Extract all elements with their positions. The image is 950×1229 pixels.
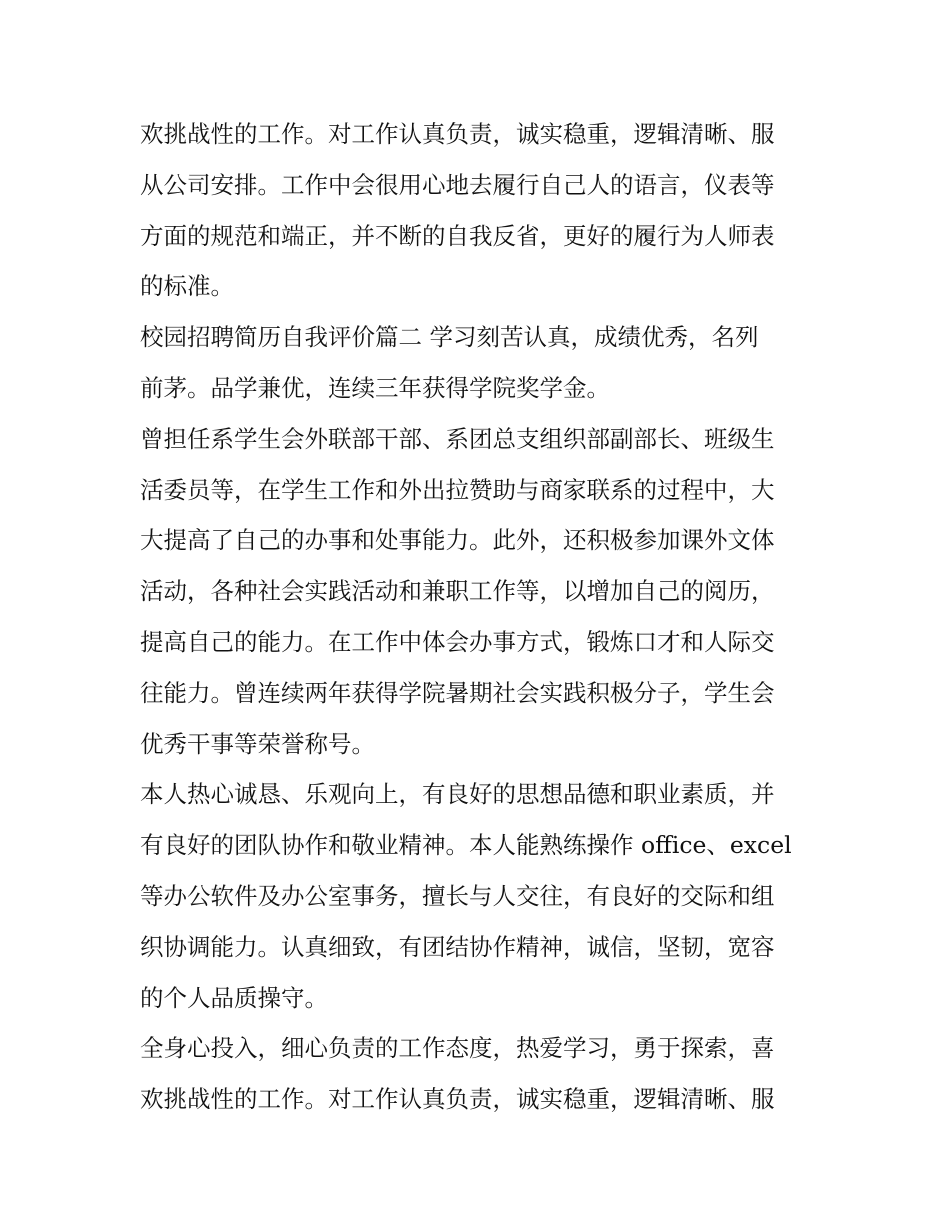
text-line: 提高自己的能力。在工作中体会办事方式，锻炼口才和人际交 (140, 627, 775, 656)
text-line: 校园招聘简历自我评价篇二 学习刻苦认真，成绩优秀，名列 (140, 323, 759, 352)
text-line: 优秀干事等荣誉称号。 (140, 729, 375, 758)
text-line: 往能力。曾连续两年获得学院暑期社会实践积极分子，学生会 (140, 678, 775, 707)
text-line: 前茅。品学兼优，连续三年获得学院奖学金。 (140, 373, 610, 402)
text-line: 曾担任系学生会外联部干部、系团总支组织部副部长、班级生 (140, 424, 775, 453)
text-line: 方面的规范和端正，并不断的自我反省，更好的履行为人师表 (140, 221, 775, 250)
text-line: 从公司安排。工作中会很用心地去履行自己人的语言，仪表等 (140, 170, 775, 199)
text-line: 织协调能力。认真细致，有团结协作精神，诚信，坚韧，宽容 (140, 932, 775, 961)
text-line: 的个人品质操守。 (140, 983, 328, 1012)
text-line: 有良好的团队协作和敬业精神。本人能熟练操作 office、excel (140, 831, 792, 860)
text-line: 欢挑战性的工作。对工作认真负责，诚实稳重，逻辑清晰、服 (140, 1085, 775, 1114)
text-line: 活委员等，在学生工作和外出拉赞助与商家联系的过程中，大 (140, 475, 775, 504)
text-line: 大提高了自己的办事和处事能力。此外，还积极参加课外文体 (140, 526, 775, 555)
text-line: 活动，各种社会实践活动和兼职工作等，以增加自己的阅历， (140, 577, 775, 606)
text-line: 的标准。 (140, 272, 234, 301)
text-line: 欢挑战性的工作。对工作认真负责，诚实稳重，逻辑清晰、服 (140, 120, 775, 148)
text-line: 等办公软件及办公室事务，擅长与人交往，有良好的交际和组 (140, 881, 775, 910)
text-line: 本人热心诚恳、乐观向上，有良好的思想品德和职业素质，并 (140, 780, 775, 809)
text-line: 全身心投入，细心负责的工作态度，热爱学习，勇于探索，喜 (140, 1034, 775, 1063)
document-body (140, 109, 820, 1125)
